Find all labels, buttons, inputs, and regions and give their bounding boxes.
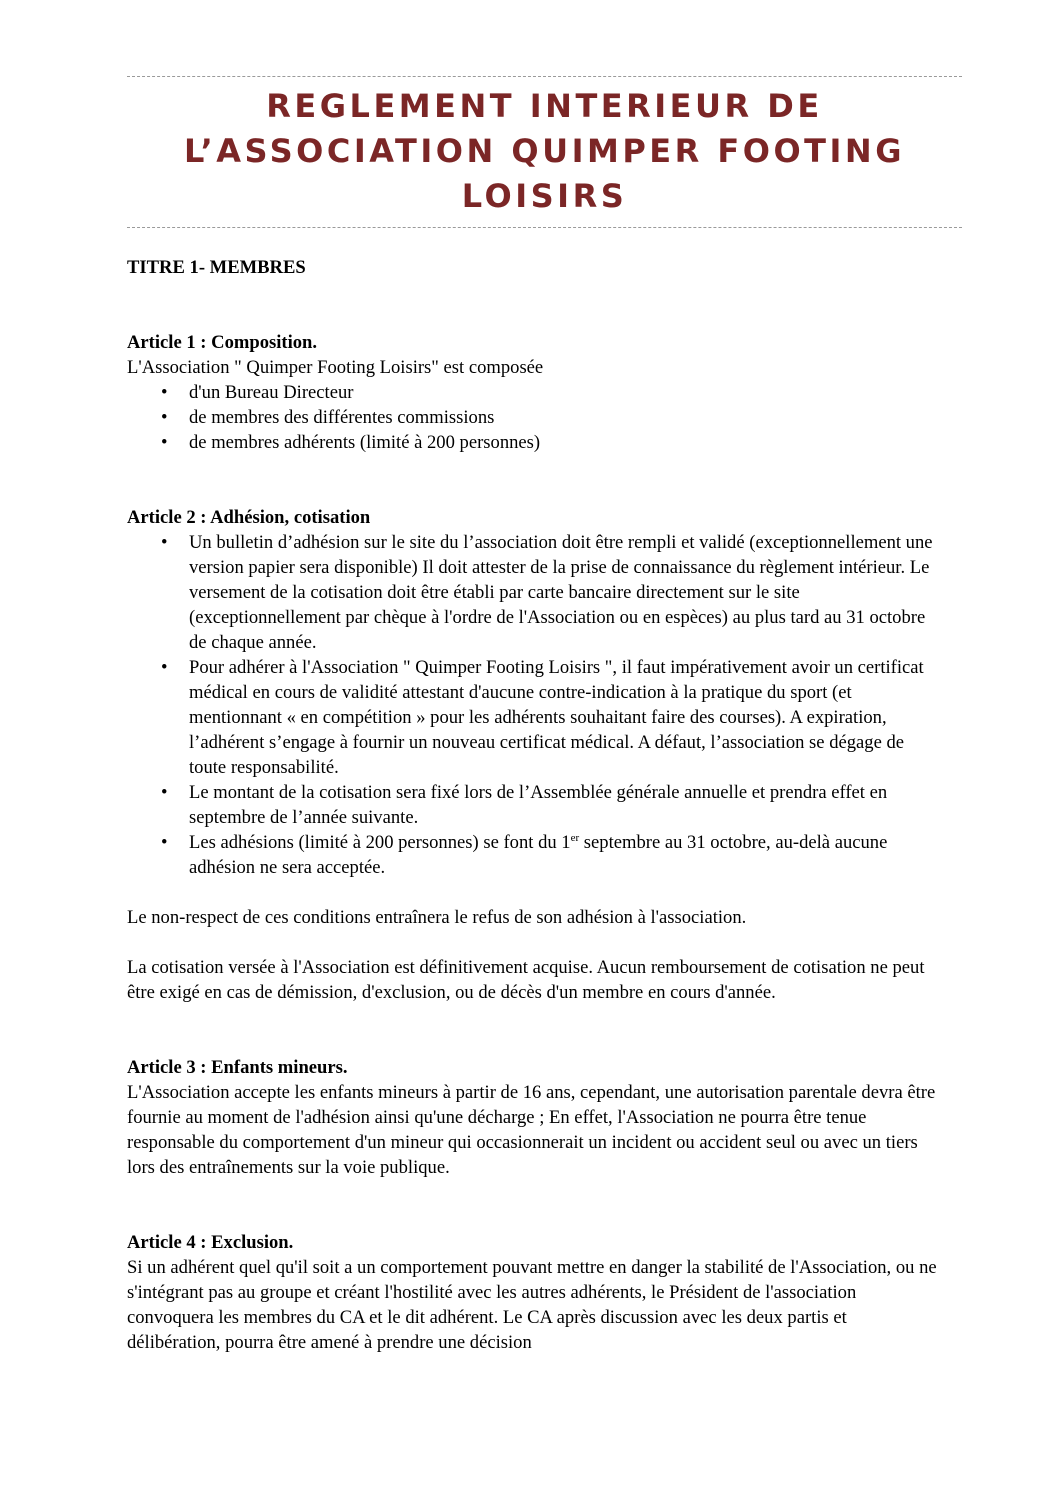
- list-item: • Un bulletin d’adhésion sur le site du l’association doit être rempli et validé (exceptionnellement une version papier sera disponible) Il doit attester de la prise de connaissance du règlement intérieur. Le versement de la cotisation doit être établi par carte bancaire directement sur le site (exceptionnellement par chèque à l'ordre de l'Association ou en espèces) au plus tard au 31 octobre de chaque année.: [127, 530, 937, 655]
- article-3-body: L'Association accepte les enfants mineurs à partir de 16 ans, cependant, une autorisation parentale devra être fournie au moment de l'adhésion ainsi qu'une décharge ; En effet, l'Association ne pourra être tenue responsable du comportement d'un mineur qui occasionnerait un incident ou accident seul ou avec un tiers lors des entraînements sur la voie publique.: [127, 1082, 936, 1178]
- article-4-heading: Article 4 : Exclusion.: [127, 1232, 294, 1253]
- title-top-rule: [127, 76, 962, 77]
- document-title: [127, 84, 962, 219]
- list-item: • d'un Bureau Directeur: [127, 380, 937, 405]
- article-1-heading: Article 1 : Composition.: [127, 332, 318, 353]
- title-line-1: REGLEMENT INTERIEUR DE: [266, 87, 823, 125]
- list-item: • de membres des différentes commissions: [127, 405, 937, 430]
- item-4-superscript: er: [570, 831, 580, 844]
- article-2-paragraph-2: La cotisation versée à l'Association est définitivement acquise. Aucun remboursement de cotisation ne peut être exigé en cas de démission, d'exclusion, ou de décès d'un membre en cours d'année.: [127, 957, 925, 1003]
- title-bottom-rule: [127, 227, 962, 228]
- list-item: • Le montant de la cotisation sera fixé lors de l’Assemblée générale annuelle et prendra effet en septembre de l’année suivante.: [127, 780, 937, 830]
- title-line-3: LOISIRS: [461, 177, 628, 215]
- item-4-text-end: septembre au 31 octobre, au-delà aucune adhésion ne sera acceptée.: [189, 832, 888, 878]
- article-1-intro: L'Association " Quimper Footing Loisirs" est composée: [127, 357, 544, 378]
- list-item: [127, 830, 937, 880]
- article-2-heading: Article 2 : Adhésion, cotisation: [127, 507, 371, 528]
- article-3-heading: Article 3 : Enfants mineurs.: [127, 1057, 348, 1078]
- title-line-2: L’ASSOCIATION QUIMPER FOOTING: [184, 132, 905, 170]
- list-item: • Pour adhérer à l'Association " Quimper Footing Loisirs ", il faut impérativement avoir un certificat médical en cours de validité attestant d'aucune contre-indication à la pratique du sport (et mentionnant « en compétition » pour les adhérents souhaitant faire des courses). A expiration, l’adhérent s’engage à fournir un nouveau certificat médical. A défaut, l’association se dégage de toute responsabilité.: [127, 655, 937, 780]
- article-1-list: [127, 380, 937, 455]
- section-title: TITRE 1- MEMBRES: [127, 257, 306, 278]
- article-2-list: [127, 530, 937, 880]
- list-item: • de membres adhérents (limité à 200 personnes): [127, 430, 937, 455]
- article-2-paragraph-1: Le non-respect de ces conditions entraînera le refus de son adhésion à l'association.: [127, 907, 747, 928]
- document-body: [127, 255, 937, 1355]
- item-4-text-start: Les adhésions (limité à 200 personnes) se font du 1: [189, 832, 571, 853]
- article-4-body: Si un adhérent quel qu'il soit a un comportement pouvant mettre en danger la stabilité de l'Association, ou ne s'intégrant pas au groupe et créant l'hostilité avec les autres adhérents, le Président de l'association convoquera les membres du CA et le dit adhérent. Le CA après discussion avec les deux partis et délibération, pourra être amené à prendre une décision: [127, 1257, 937, 1353]
